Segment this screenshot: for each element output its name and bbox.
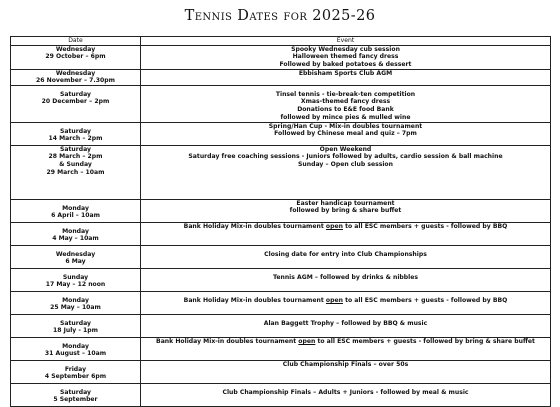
date-day: Monday bbox=[62, 342, 89, 350]
event-cell bbox=[141, 383, 551, 406]
date-cell bbox=[11, 145, 141, 199]
date-cell bbox=[11, 383, 141, 406]
table-row bbox=[11, 337, 551, 360]
date-day: Monday bbox=[62, 204, 89, 212]
event-cell bbox=[141, 337, 551, 360]
event-line: Closing date for entry into Club Championships bbox=[264, 250, 427, 258]
date-cell bbox=[11, 222, 141, 245]
event-line: followed by bring & share buffet bbox=[289, 207, 402, 215]
date-time: 20 December – 2pm bbox=[41, 98, 110, 106]
date-day: Saturday bbox=[59, 90, 92, 98]
event-line: Ebbisham Sports Club AGM bbox=[298, 69, 393, 77]
date-time: 18 July - 1pm bbox=[53, 327, 98, 335]
event-line: followed by mince pies & mulled wine bbox=[280, 113, 411, 121]
event-cell bbox=[141, 245, 551, 268]
table-row bbox=[11, 383, 551, 406]
date-time: 4 May – 10am bbox=[52, 235, 99, 243]
page-title: Tennis Dates for 2025-26 bbox=[184, 8, 376, 24]
date-time: 29 March – 10am bbox=[46, 168, 105, 176]
date-day: Wednesday bbox=[55, 69, 96, 77]
event-line: Easter handicap tournament bbox=[296, 199, 395, 207]
table-row bbox=[11, 45, 551, 69]
event-line: Followed by Chinese meal and quiz – 7pm bbox=[274, 130, 417, 138]
event-cell bbox=[141, 145, 551, 199]
event-line: Halloween themed fancy dress bbox=[292, 53, 399, 61]
date-time: 25 May – 10am bbox=[50, 304, 101, 312]
date-cell bbox=[11, 69, 141, 85]
date-cell bbox=[11, 360, 141, 383]
table-row bbox=[11, 360, 551, 383]
table-row bbox=[11, 222, 551, 245]
event-line: Tennis AGM – followed by drinks & nibbles bbox=[273, 273, 418, 281]
event-line: Alan Baggett Trophy – followed by BBQ & music bbox=[263, 319, 428, 327]
date-time: 6 May bbox=[65, 258, 86, 266]
schedule-table bbox=[10, 36, 551, 407]
date-cell bbox=[11, 314, 141, 337]
date-time: 14 March – 2pm bbox=[48, 135, 103, 143]
table-row bbox=[11, 69, 551, 85]
date-cell bbox=[11, 122, 141, 145]
event-line: Sunday – Open club session bbox=[298, 160, 393, 168]
date-time: 28 March – 2pm bbox=[48, 153, 103, 161]
table-row bbox=[11, 85, 551, 122]
event-line: Bank Holiday Mix-in doubles tournament open to all ESC members + guests - followed by bring & share buffet bbox=[156, 337, 535, 345]
table-header-row bbox=[11, 37, 551, 46]
event-line: Followed by baked potatoes & dessert bbox=[279, 60, 412, 68]
event-line: Spooky Wednesday cub session bbox=[291, 45, 400, 53]
date-day: Saturday bbox=[59, 127, 92, 135]
event-line: Spring/Han Cup - Mix-in doubles tournament bbox=[268, 122, 423, 130]
date-cell bbox=[11, 268, 141, 291]
date-day: Wednesday bbox=[55, 45, 96, 53]
date-day: Monday bbox=[62, 227, 89, 235]
event-line: Donations to E&E food Bank bbox=[297, 105, 394, 113]
date-time: 17 May – 12 noon bbox=[45, 281, 106, 289]
event-line: Tinsel tennis - tie-break-ten competition bbox=[275, 90, 416, 98]
event-cell bbox=[141, 314, 551, 337]
event-line: Club Championship Finals – Adults + Juniors - followed by meal & music bbox=[222, 388, 469, 396]
date-time: 6 April – 10am bbox=[51, 212, 100, 220]
event-cell bbox=[141, 222, 551, 245]
table-row bbox=[11, 291, 551, 314]
date-day: Wednesday bbox=[55, 250, 96, 258]
date-time: 31 August – 10am bbox=[44, 350, 107, 358]
date-cell bbox=[11, 245, 141, 268]
event-line: Bank Holiday Mix-in doubles tournament open to all ESC members + guests - followed by BBQ bbox=[183, 222, 508, 230]
table-row bbox=[11, 122, 551, 145]
date-day: & Sunday bbox=[59, 160, 92, 168]
date-day: Monday bbox=[62, 296, 89, 304]
event-line: Bank Holiday Mix-in doubles tournament open to all ESC members + guests - followed by BBQ bbox=[183, 296, 508, 304]
event-line: Saturday free coaching sessions - Juniors followed by adults, cardio session & ball machine bbox=[188, 153, 503, 161]
date-day: Saturday bbox=[59, 145, 92, 153]
date-cell bbox=[11, 199, 141, 222]
date-cell bbox=[11, 291, 141, 314]
date-day: Saturday bbox=[59, 388, 92, 396]
table-row bbox=[11, 314, 551, 337]
date-cell bbox=[11, 337, 141, 360]
event-cell bbox=[141, 360, 551, 383]
event-line: Xmas-themed fancy dress bbox=[300, 98, 391, 106]
event-cell bbox=[141, 291, 551, 314]
date-time: 4 September 6pm bbox=[44, 373, 107, 381]
event-cell bbox=[141, 69, 551, 85]
event-cell bbox=[141, 85, 551, 122]
event-cell bbox=[141, 199, 551, 222]
table-row bbox=[11, 199, 551, 222]
date-cell bbox=[11, 85, 141, 122]
date-day: Sunday bbox=[62, 273, 89, 281]
column-header-date: Date bbox=[11, 37, 141, 46]
date-time: 26 November – 7.30pm bbox=[36, 77, 115, 85]
date-day: Saturday bbox=[59, 319, 92, 327]
date-time: 5 September bbox=[53, 396, 98, 404]
event-cell bbox=[141, 268, 551, 291]
event-line: Open Weekend bbox=[319, 145, 372, 153]
table-row bbox=[11, 268, 551, 291]
table-row bbox=[11, 145, 551, 199]
date-time: 29 October – 6pm bbox=[45, 53, 106, 61]
event-cell bbox=[141, 122, 551, 145]
date-day: Friday bbox=[64, 365, 87, 373]
table-row bbox=[11, 245, 551, 268]
event-line: Club Championship Finals – over 50s bbox=[282, 360, 409, 368]
date-cell bbox=[11, 45, 141, 69]
column-header-event: Event bbox=[141, 37, 551, 46]
event-cell bbox=[141, 45, 551, 69]
